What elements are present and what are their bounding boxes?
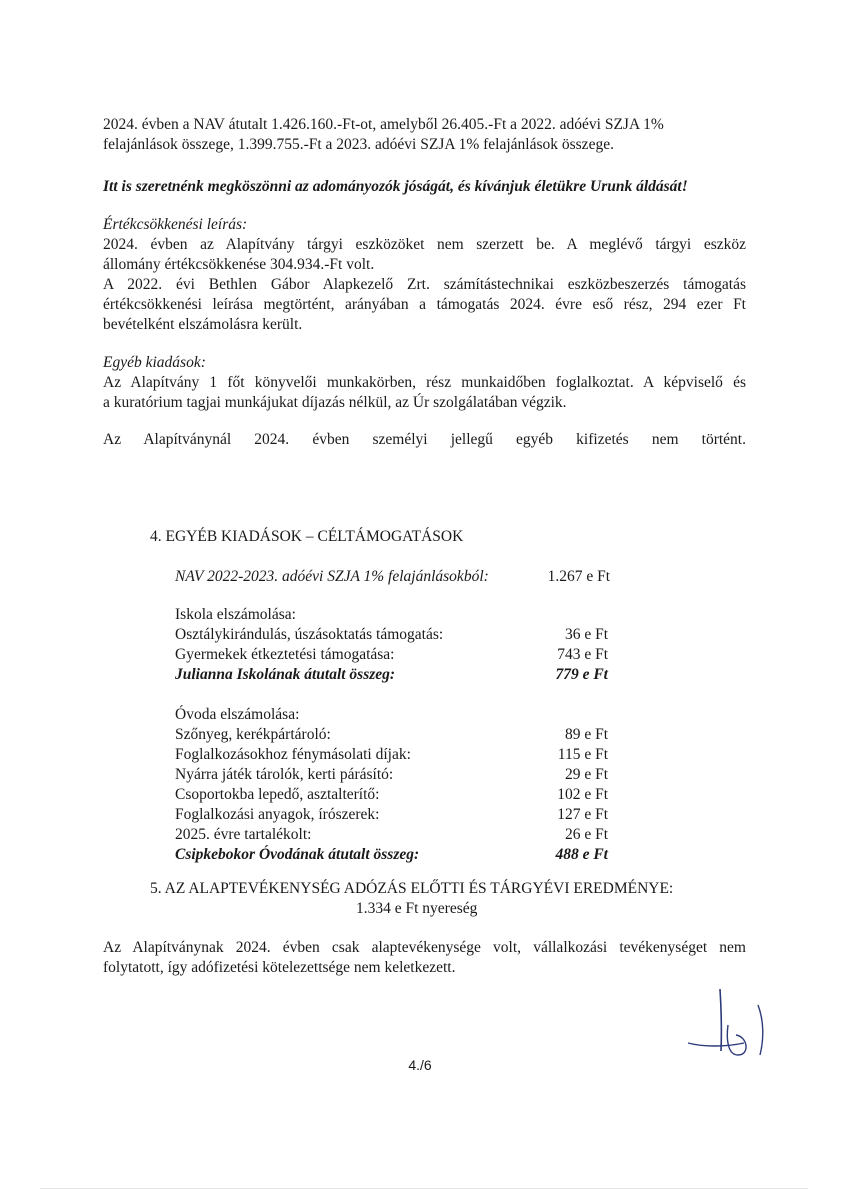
kindergarten-item-row <box>175 806 608 826</box>
school-title: Iskola elszámolása: <box>175 606 296 623</box>
thanks-text: Itt is szeretnénk megköszönni az adományozók jóságát, és kívánjuk életükre Urunk áldását! <box>103 178 688 195</box>
section-5-heading: 5. AZ ALAPTEVÉKENYSÉG ADÓZÁS ELŐTTI ÉS TÁRGYÉVI EREDMÉNYE: <box>150 880 674 897</box>
kindergarten-item-value: 115 e Ft <box>557 746 608 763</box>
kindergarten-item-label: Foglalkozásokhoz fénymásolati díjak: <box>175 746 411 763</box>
school-total-row <box>175 666 608 686</box>
closing-paragraph <box>103 938 746 978</box>
depreciation-line-1: 2024. évben az Alapítvány tárgyi eszközöket nem szerzett be. A meglévő tárgyi eszköz <box>103 236 746 253</box>
kindergarten-item-value: 26 e Ft <box>564 826 608 843</box>
kindergarten-item-row <box>175 826 608 846</box>
page-number: 4./6 <box>408 1057 432 1073</box>
kindergarten-item-label: Nyárra játék tárolók, kerti párásító: <box>175 766 394 783</box>
depreciation-line-2: állomány értékcsökkenése 304.934.-Ft volt. <box>103 256 375 273</box>
kindergarten-item-label: Szőnyeg, kerékpártároló: <box>175 726 331 743</box>
kindergarten-item-value: 89 e Ft <box>564 726 608 743</box>
kindergarten-item-label: 2025. évre tartalékolt: <box>175 826 312 843</box>
school-item-value: 743 e Ft <box>557 646 608 663</box>
other-expenses-line-2: a kuratórium tagjai munkájukat díjazás nélkül, az Úr szolgálatában végzik. <box>103 394 567 411</box>
depreciation-line-4: értékcsökkenési leírása megtörtént, arányában a támogatás 2024. évre eső rész, 294 ezer Ft <box>103 296 746 313</box>
section-4-heading: 4. EGYÉB KIADÁSOK – CÉLTÁMOGATÁSOK <box>150 528 464 545</box>
scan-edge-line <box>40 1188 808 1189</box>
nav-transfer-line-2: felajánlások összege, 1.399.755.-Ft a 2023. adóévi SZJA 1% felajánlások összege. <box>103 136 614 153</box>
kindergarten-title-row <box>175 706 608 726</box>
kindergarten-item-row <box>175 786 608 806</box>
school-item-label: Gyermekek étkeztetési támogatása: <box>175 646 395 663</box>
kindergarten-item-row <box>175 726 608 746</box>
nav-offerings-value: 1.267 e Ft <box>547 568 610 585</box>
school-item-row <box>175 646 608 666</box>
personal-payments-text: Az Alapítványnál 2024. évben személyi jellegű egyéb kifizetés nem történt. <box>103 431 746 448</box>
other-expenses-title: Egyéb kiadások: <box>103 354 206 371</box>
signature-mark <box>678 985 778 1065</box>
kindergarten-total-label: Csipkebokor Óvodának átutalt összeg: <box>175 846 420 863</box>
closing-line-1: Az Alapítványnak 2024. évben csak alaptevékenysége volt, vállalkozási tevékenységet nem <box>103 939 746 956</box>
kindergarten-item-value: 102 e Ft <box>557 786 608 803</box>
school-total-value: 779 e Ft <box>555 666 608 683</box>
kindergarten-item-row <box>175 766 608 786</box>
kindergarten-total-value: 488 e Ft <box>555 846 608 863</box>
kindergarten-title: Óvoda elszámolása: <box>175 706 300 723</box>
depreciation-line-3: A 2022. évi Bethlen Gábor Alapkezelő Zrt. számítástechnikai eszközbeszerzés támogatás <box>103 276 746 293</box>
depreciation-title: Értékcsökkenési leírás: <box>103 216 248 233</box>
nav-offerings-label: NAV 2022-2023. adóévi SZJA 1% felajánlásokból: <box>175 568 489 585</box>
nav-transfer-paragraph <box>103 115 746 155</box>
kindergarten-item-value: 29 e Ft <box>564 766 608 783</box>
school-total-label: Julianna Iskolának átutalt összeg: <box>175 666 396 683</box>
nav-offerings-row <box>175 568 610 588</box>
school-item-value: 36 e Ft <box>564 626 608 643</box>
kindergarten-item-value: 127 e Ft <box>557 806 608 823</box>
section-5-result: 1.334 e Ft nyereség <box>356 900 478 917</box>
closing-line-2: folytatott, így adófizetési kötelezettsége nem keletkezett. <box>103 959 456 976</box>
nav-transfer-line-1: 2024. évben a NAV átutalt 1.426.160.-Ft-ot, amelyből 26.405.-Ft a 2022. adóévi SZJA 1% <box>103 116 664 133</box>
depreciation-section <box>103 215 746 335</box>
thanks-statement <box>103 177 746 197</box>
other-expenses-section <box>103 353 746 413</box>
school-item-row <box>175 626 608 646</box>
personal-payments-statement <box>103 430 746 450</box>
depreciation-line-5: bevételként elszámolásra került. <box>103 316 303 333</box>
school-title-row <box>175 606 608 626</box>
kindergarten-item-row <box>175 746 608 766</box>
kindergarten-item-label: Csoportokba lepedő, asztalterítő: <box>175 786 380 803</box>
kindergarten-total-row <box>175 846 608 866</box>
school-item-label: Osztálykirándulás, úszásoktatás támogatás: <box>175 626 444 643</box>
kindergarten-item-label: Foglalkozási anyagok, írószerek: <box>175 806 380 823</box>
other-expenses-line-1: Az Alapítvány 1 főt könyvelői munkakörben, rész munkaidőben foglalkoztat. A képviselő és <box>103 374 746 391</box>
